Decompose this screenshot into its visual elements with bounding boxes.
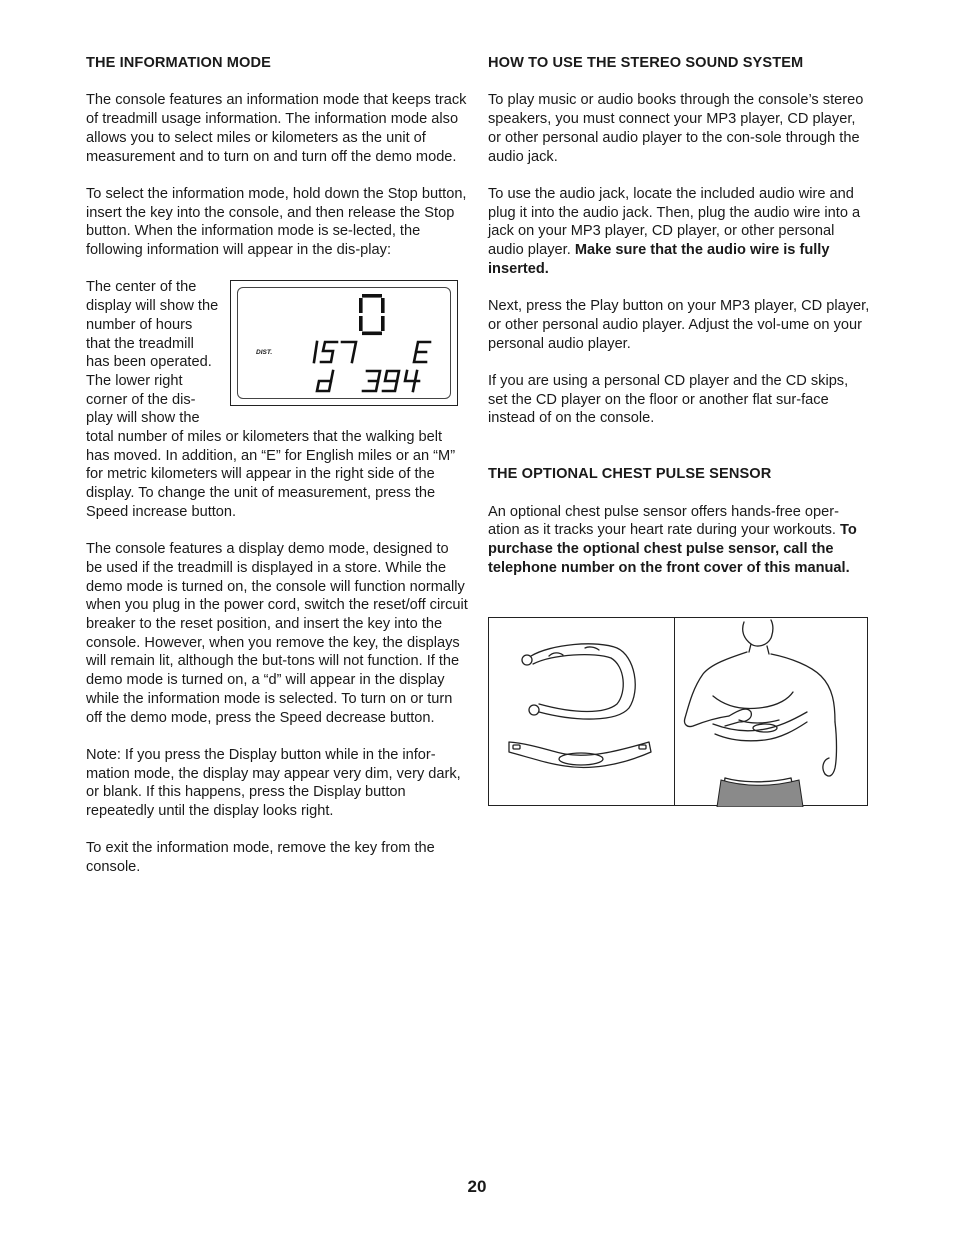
chest-pulse-heading: THE OPTIONAL CHEST PULSE SENSOR (488, 466, 772, 483)
information-mode-select: To select the information mode, hold down the Stop button, insert the key into the console, and then release the Stop button. When the information mode is se-lected, the following information will appear in the dis-play: (86, 185, 467, 258)
audio-jack-text: To use the audio jack, locate the included audio wire and plug it into the audio jack. Then, plug the audio wire into a jack on your MP3 player, CD player, or other personal audio player. (488, 185, 861, 258)
right-column (488, 54, 870, 578)
elastic-strap-drawing (522, 644, 635, 719)
cd-skip-paragraph: If you are using a personal CD player and the CD skips, set the CD player on the floor or another flat sur-face instead of on the console. (488, 372, 849, 427)
lcd-unit-digit (414, 342, 430, 362)
lcd-digit-top (359, 294, 385, 335)
display-note-paragraph: Note: If you press the Display button while in the infor-mation mode, the display may appear very dim, very dark, or blank. If this happens, press the Display button repeatedly until the display looks right. (86, 746, 461, 820)
stereo-sound-heading: HOW TO USE THE STEREO SOUND SYSTEM (488, 55, 804, 71)
lcd-hours-digits (314, 342, 356, 362)
information-mode-heading: THE INFORMATION MODE (86, 55, 271, 71)
information-mode-display-section (86, 278, 468, 521)
audio-jack-paragraph (488, 185, 870, 279)
chest-pulse-paragraph (488, 503, 870, 578)
chest-pulse-text: An optional chest pulse sensor offers hands-free oper-ation as it tracks your heart rate during your workouts. (488, 503, 841, 539)
stereo-intro-paragraph: To play music or audio books through the console’s stereo speakers, you must connect your MP3 player, CD player, or other personal audio player to the con-sole through the audio jack. (488, 92, 864, 165)
information-mode-intro: The console features an information mode that keeps track of treadmill usage information. The information mode also allows you to select miles or kilometers as the unit of measurement and to turn on and turn off the demo mode. (86, 92, 467, 165)
waistband-drawing (717, 780, 803, 807)
console-display-screen (237, 287, 451, 399)
console-display-figure (230, 280, 462, 410)
lcd-digits (238, 288, 452, 400)
page-number: 20 (467, 1177, 487, 1196)
left-column (86, 54, 468, 877)
chest-pulse-sensor-figure (488, 617, 868, 806)
exit-information-mode-paragraph: To exit the information mode, remove the key from the console. (86, 840, 435, 876)
chest-pulse-purchase-note: To purchase the optional chest pulse sensor, call the telephone number on the front cover of this manual. (488, 522, 857, 576)
audio-jack-warning: Make sure that the audio wire is fully inserted. (488, 242, 830, 277)
information-mode-display-explanation: The center of the display will show the number of hours that the treadmill has been operated. The lower right corner of the dis-play will show the total number of miles or kilometers that the walking belt has moved. In addition, an “E” for English miles or an “M” for metric kilometers will appear in the right side of the display. To change the unit of measurement, press the Speed increase button. (86, 279, 456, 520)
torso-drawing (684, 620, 836, 807)
play-button-paragraph: Next, press the Play button on your MP3 player, CD player, or other personal audio player. Adjust the vol-ume on your personal audio player. (488, 298, 870, 352)
demo-mode-paragraph: The console features a display demo mode, designed to be used if the treadmill is displayed in a store. While the demo mode is turned on, the console will function normally when you plug in the power cord, switch the reset/off circuit breaker to the reset position, and insert the key into the console. However, when you remove the key, the displays will remain lit, although the but-tons will not function. If the demo mode is turned on, a “d” will appear in the display while the information mode is selected. To turn on or turn off the demo mode, press the Speed decrease button. (86, 541, 468, 726)
transmitter-drawing (509, 742, 651, 767)
chest-strap-illustration (489, 618, 869, 807)
lcd-distance-digits (363, 371, 419, 391)
lcd-demo-digit (317, 371, 333, 391)
console-display-frame (230, 280, 458, 406)
dist-label: DIST. (256, 349, 273, 357)
